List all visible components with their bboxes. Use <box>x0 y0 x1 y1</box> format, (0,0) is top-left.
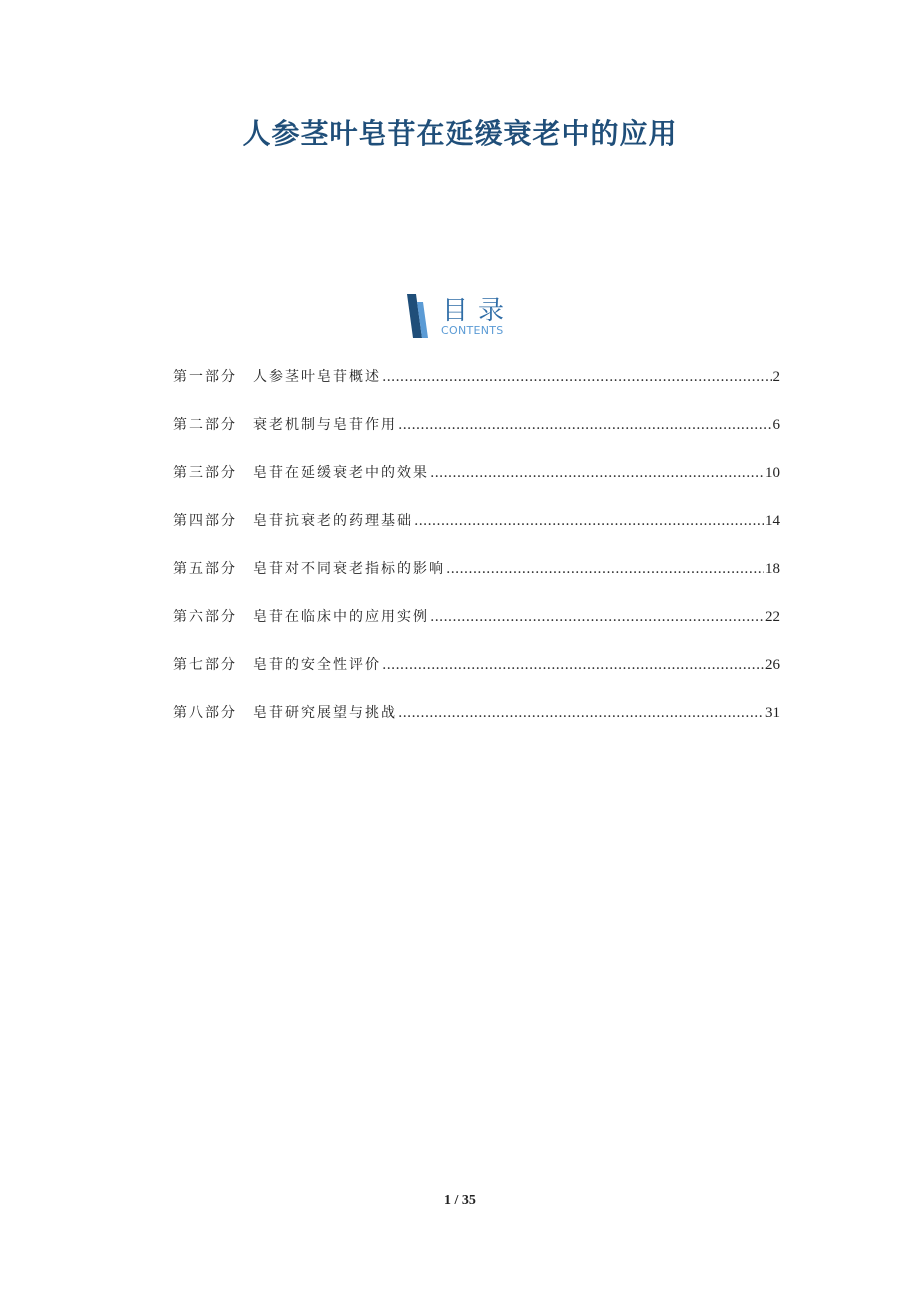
toc-subheading: CONTENTS <box>441 324 504 337</box>
toc-entry-leader <box>414 513 764 529</box>
toc-entry-leader <box>430 465 764 481</box>
page-indicator: 1 / 35 <box>444 1193 476 1208</box>
toc-entry-part: 第四部分 <box>173 513 237 529</box>
toc-entry-leader <box>398 705 764 721</box>
toc-list <box>173 366 780 750</box>
toc-entry-leader <box>382 657 764 673</box>
toc-entry[interactable] <box>173 702 780 750</box>
toc-entry-part: 第七部分 <box>173 657 237 673</box>
toc-entry[interactable] <box>173 366 780 414</box>
toc-header <box>404 292 524 340</box>
toc-entry-title: 皂苷的安全性评价 <box>253 657 381 673</box>
document-title: 人参茎叶皂苷在延缓衰老中的应用 <box>242 117 678 150</box>
toc-entry-page: 6 <box>772 417 780 433</box>
toc-entry-page: 31 <box>765 705 780 721</box>
toc-entry-page: 18 <box>765 561 780 577</box>
toc-entry-part: 第六部分 <box>173 609 237 625</box>
toc-logo-icon <box>404 294 430 338</box>
toc-entry-leader <box>398 417 772 433</box>
toc-entry[interactable] <box>173 414 780 462</box>
toc-entry-title: 皂苷抗衰老的药理基础 <box>253 513 413 529</box>
toc-entry-part: 第二部分 <box>173 417 237 433</box>
toc-entry[interactable] <box>173 510 780 558</box>
toc-entry-leader <box>430 609 764 625</box>
toc-entry-part: 第八部分 <box>173 705 237 721</box>
toc-entry-title: 皂苷研究展望与挑战 <box>253 705 397 721</box>
toc-entry-leader <box>446 561 764 577</box>
toc-entry[interactable] <box>173 462 780 510</box>
toc-entry[interactable] <box>173 654 780 702</box>
toc-entry-part: 第一部分 <box>173 369 237 385</box>
toc-entry-page: 14 <box>765 513 780 529</box>
toc-entry-title: 皂苷对不同衰老指标的影响 <box>253 561 445 577</box>
toc-entry-title: 人参茎叶皂苷概述 <box>253 369 381 385</box>
toc-entry[interactable] <box>173 558 780 606</box>
toc-entry-page: 2 <box>772 369 780 385</box>
toc-entry-leader <box>382 369 772 385</box>
toc-entry[interactable] <box>173 606 780 654</box>
toc-entry-part: 第三部分 <box>173 465 237 481</box>
toc-entry-title: 皂苷在延缓衰老中的效果 <box>253 465 429 481</box>
toc-entry-title: 皂苷在临床中的应用实例 <box>253 609 429 625</box>
toc-entry-title: 衰老机制与皂苷作用 <box>253 417 397 433</box>
toc-entry-page: 10 <box>765 465 780 481</box>
toc-entry-part: 第五部分 <box>173 561 237 577</box>
toc-heading: 目录 <box>442 296 515 326</box>
toc-entry-page: 22 <box>765 609 780 625</box>
toc-entry-page: 26 <box>765 657 780 673</box>
